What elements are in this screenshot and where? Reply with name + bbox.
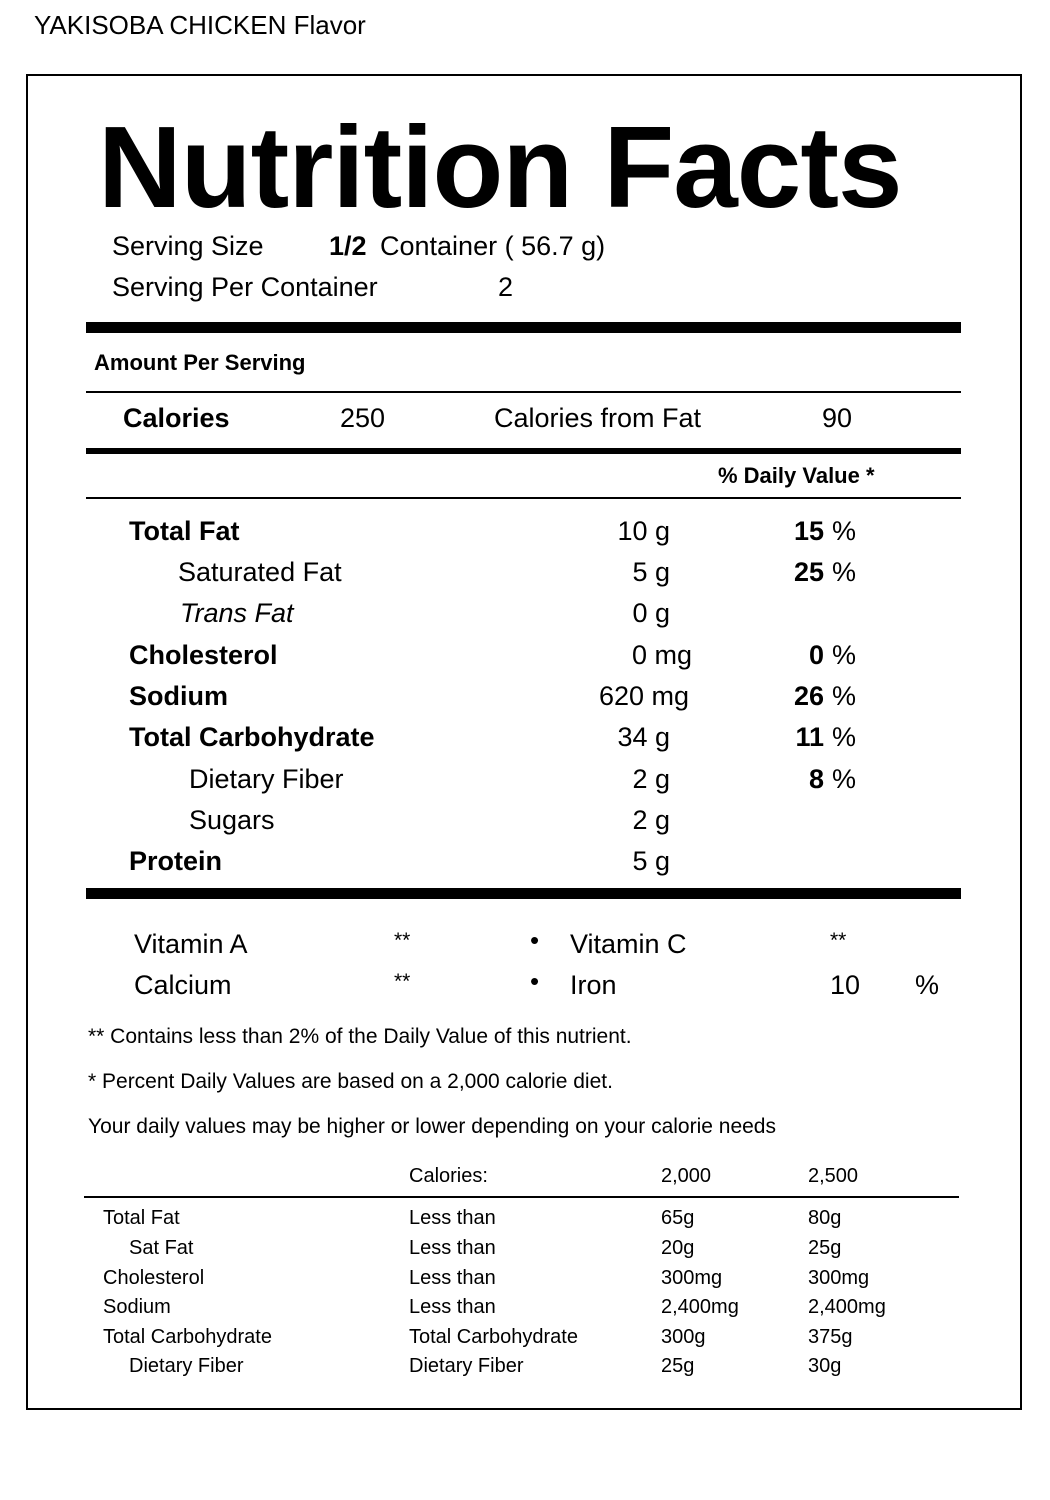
nutrient-amount: 10 g xyxy=(617,516,670,546)
nutrient-daily-value: 15 xyxy=(793,516,824,546)
ref-table-divider xyxy=(84,1196,959,1198)
ref-row-name: Sodium xyxy=(103,1296,171,1318)
nutrient-name: Cholesterol xyxy=(129,640,278,670)
servings-per-container-label: Serving Per Container xyxy=(112,272,378,302)
ref-row-qualifier: Less than xyxy=(409,1237,496,1259)
ref-row-2000: 2,400mg xyxy=(661,1296,739,1318)
calories-from-fat-value: 90 xyxy=(822,403,853,433)
amount-per-serving-label: Amount Per Serving xyxy=(94,350,306,375)
ref-row-name: Sat Fat xyxy=(129,1237,194,1259)
nutrient-daily-value: 25 xyxy=(793,557,824,587)
ref-header-2500: 2,500 xyxy=(808,1165,859,1187)
daily-value-header: % Daily Value * xyxy=(718,463,875,488)
ref-row-2000: 65g xyxy=(661,1207,695,1229)
bullet-icon: • xyxy=(530,925,540,955)
iron-label: Iron xyxy=(570,970,617,1000)
ref-row-2500: 300mg xyxy=(808,1267,870,1289)
medium-divider xyxy=(86,448,961,454)
iron-value: 10 xyxy=(830,970,861,1000)
thin-divider xyxy=(86,391,961,393)
nutrient-amount: 0 mg xyxy=(632,640,693,670)
nutrient-amount: 620 mg xyxy=(599,681,690,711)
thin-divider xyxy=(86,497,961,499)
ref-row-2000: 300mg xyxy=(661,1267,723,1289)
nutrient-amount: 5 g xyxy=(632,846,670,876)
ref-row-qualifier: Less than xyxy=(409,1296,496,1318)
thick-divider-bottom xyxy=(86,888,961,899)
nutrient-name: Trans Fat xyxy=(180,598,294,628)
ref-header-calories: Calories: xyxy=(409,1165,488,1187)
serving-size-unit: Container ( 56.7 g) xyxy=(380,231,606,261)
nutrient-amount: 34 g xyxy=(617,722,670,752)
nutrient-name: Saturated Fat xyxy=(178,557,342,587)
footnote-may-vary: Your daily values may be higher or lower depending on your calorie needs xyxy=(88,1115,776,1138)
calories-from-fat-label: Calories from Fat xyxy=(494,403,702,433)
ref-row-2000: 20g xyxy=(661,1237,695,1259)
nutrient-amount: 5 g xyxy=(632,557,670,587)
ref-row-2500: 80g xyxy=(808,1207,842,1229)
nutrient-name: Protein xyxy=(129,846,223,876)
percent-sign: % xyxy=(832,557,857,587)
percent-sign: % xyxy=(832,640,857,670)
ref-row-name: Cholesterol xyxy=(103,1267,205,1289)
ref-row-2500: 25g xyxy=(808,1237,842,1259)
ref-row-qualifier: Less than xyxy=(409,1207,496,1229)
nutrient-daily-value: 8 xyxy=(808,764,824,794)
nutrient-amount: 2 g xyxy=(632,764,670,794)
calories-label: Calories xyxy=(123,403,230,433)
calories-value: 250 xyxy=(340,403,386,433)
ref-row-qualifier: Less than xyxy=(409,1267,496,1289)
vitamin-a-value: ** xyxy=(394,929,411,952)
ref-row-2500: 375g xyxy=(808,1326,853,1348)
serving-size-label: Serving Size xyxy=(112,231,264,261)
nutrient-daily-value: 0 xyxy=(808,640,824,670)
product-title: YAKISOBA CHICKEN Flavor xyxy=(34,10,366,40)
ref-row-qualifier: Dietary Fiber xyxy=(409,1355,524,1377)
vitamin-c-value: ** xyxy=(830,929,847,952)
percent-sign: % xyxy=(832,516,857,546)
nutrient-amount: 0 g xyxy=(632,598,670,628)
ref-row-qualifier: Total Carbohydrate xyxy=(409,1326,578,1348)
serving-size-amount: 1/2 xyxy=(329,231,367,261)
nutrition-facts-title: Nutrition Facts xyxy=(98,102,902,232)
percent-sign: % xyxy=(832,764,857,794)
percent-sign: % xyxy=(832,681,857,711)
vitamin-c-label: Vitamin C xyxy=(570,929,687,959)
nutrient-name: Total Fat xyxy=(129,516,240,546)
ref-row-2500: 30g xyxy=(808,1355,842,1377)
bullet-icon: • xyxy=(530,966,540,996)
footnote-less-than-2: ** Contains less than 2% of the Daily Value of this nutrient. xyxy=(88,1025,632,1048)
nutrient-daily-value: 26 xyxy=(793,681,824,711)
nutrient-name: Dietary Fiber xyxy=(189,764,344,794)
calcium-value: ** xyxy=(394,970,411,993)
ref-row-2000: 300g xyxy=(661,1326,706,1348)
servings-per-container-value: 2 xyxy=(498,272,514,302)
nutrient-name: Total Carbohydrate xyxy=(129,722,375,752)
calcium-label: Calcium xyxy=(134,970,232,1000)
nutrient-name: Sugars xyxy=(189,805,275,835)
thick-divider-top xyxy=(86,322,961,333)
percent-sign: % xyxy=(832,722,857,752)
percent-sign: % xyxy=(915,970,940,1000)
vitamin-a-label: Vitamin A xyxy=(134,929,248,959)
ref-row-name: Total Carbohydrate xyxy=(103,1326,272,1348)
ref-row-name: Dietary Fiber xyxy=(129,1355,244,1377)
nutrient-name: Sodium xyxy=(129,681,228,711)
ref-row-2000: 25g xyxy=(661,1355,695,1377)
ref-row-name: Total Fat xyxy=(103,1207,180,1229)
footnote-based-on: * Percent Daily Values are based on a 2,000 calorie diet. xyxy=(88,1070,613,1093)
nutrient-amount: 2 g xyxy=(632,805,670,835)
ref-header-2000: 2,000 xyxy=(661,1165,712,1187)
nutrient-daily-value: 11 xyxy=(795,722,824,752)
ref-row-2500: 2,400mg xyxy=(808,1296,886,1318)
